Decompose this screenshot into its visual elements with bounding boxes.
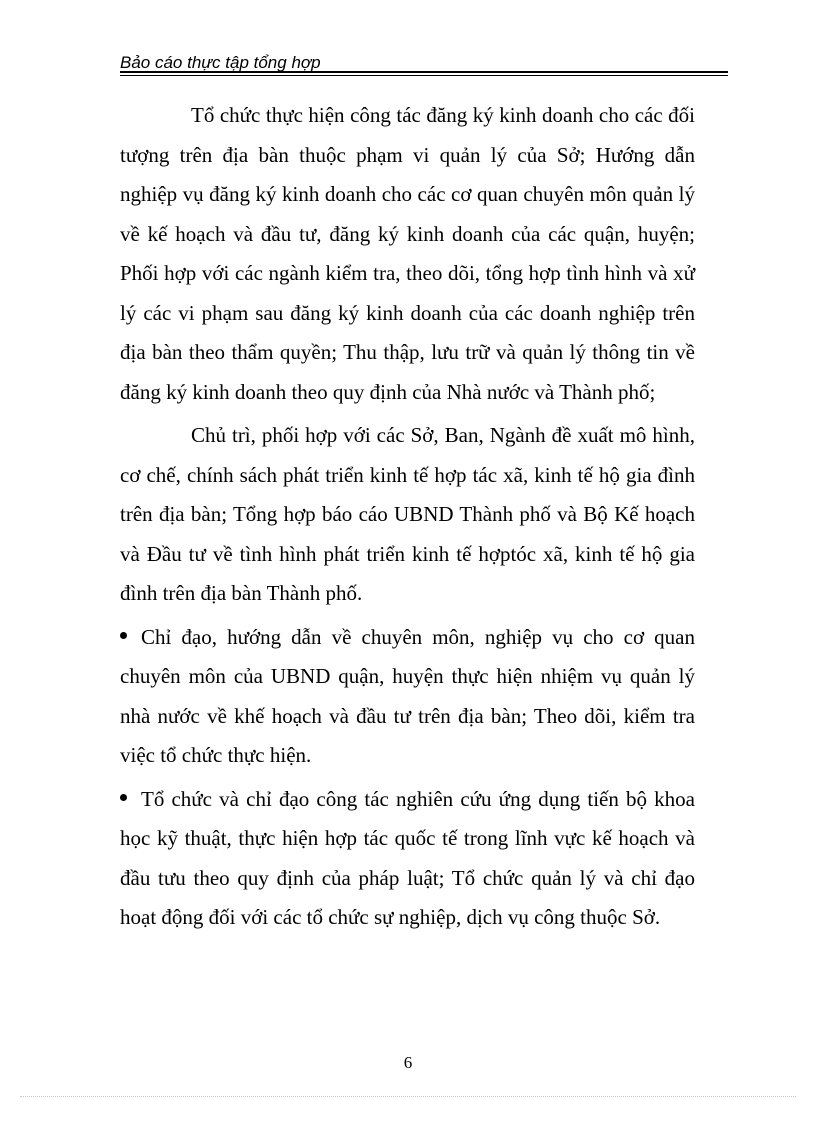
bullet-item-research [120,780,695,938]
bullet-icon [120,632,127,639]
bullet-text: Tổ chức và chỉ đạo công tác nghiên cứu ứng dụng tiến bộ khoa học kỹ thuật, thực hiện hợp tác quốc tế trong lĩnh vực kế hoạch và đầu tưu theo quy định của pháp luật; Tổ chức quản lý và chỉ đạo hoạt động đối với các tổ chức sự nghiệp, dịch vụ công thuộc Sở. [120,786,695,929]
body-text [120,96,695,942]
header-rule-thick [120,71,728,73]
header-rule-thin [120,75,728,76]
page-number: 6 [403,1053,413,1072]
bullet-item-guidance [120,618,695,776]
bullet-text: Chỉ đạo, hướng dẫn về chuyên môn, nghiệp vụ cho cơ quan chuyên môn của UBND quận, huyện thực hiện nhiệm vụ quản lý nhà nước về khế hoạch và đầu tư trên địa bàn; Theo dõi, kiểm tra việc tổ chức thực hiện. [120,624,695,767]
header-title: Bảo cáo thực tập tổng hợp [120,53,321,72]
bullet-icon [120,794,127,801]
page-header [120,52,728,76]
paragraph-registration: Tổ chức thực hiện công tác đăng ký kinh doanh cho các đối tượng trên địa bàn thuộc phạm vi quản lý của Sở; Hướng dẫn nghiệp vụ đăng ký kinh doanh cho các cơ quan chuyên môn quản lý về kế hoạch và đầu tư, đăng ký kinh doanh của các quận, huyện; Phối hợp với các ngành kiểm tra, theo dõi, tổng hợp tình hình và xử lý các vi phạm sau đăng ký kinh doanh của các doanh nghiệp trên địa bàn theo thẩm quyền; Thu thập, lưu trữ và quản lý thông tin về đăng ký kinh doanh theo quy định của Nhà nước và Thành phố; [120,103,695,404]
paragraph-cooperative: Chủ trì, phối hợp với các Sở, Ban, Ngành đề xuất mô hình, cơ chế, chính sách phát triển kinh tế hợp tác xã, kinh tế hộ gia đình trên địa bàn; Tổng hợp báo cáo UBND Thành phố và Bộ Kế hoạch và Đầu tư về tình hình phát triển kinh tế hợptóc xã, kinh tế hộ gia đình trên địa bàn Thành phố. [120,423,695,605]
footer-rule [20,1096,796,1097]
